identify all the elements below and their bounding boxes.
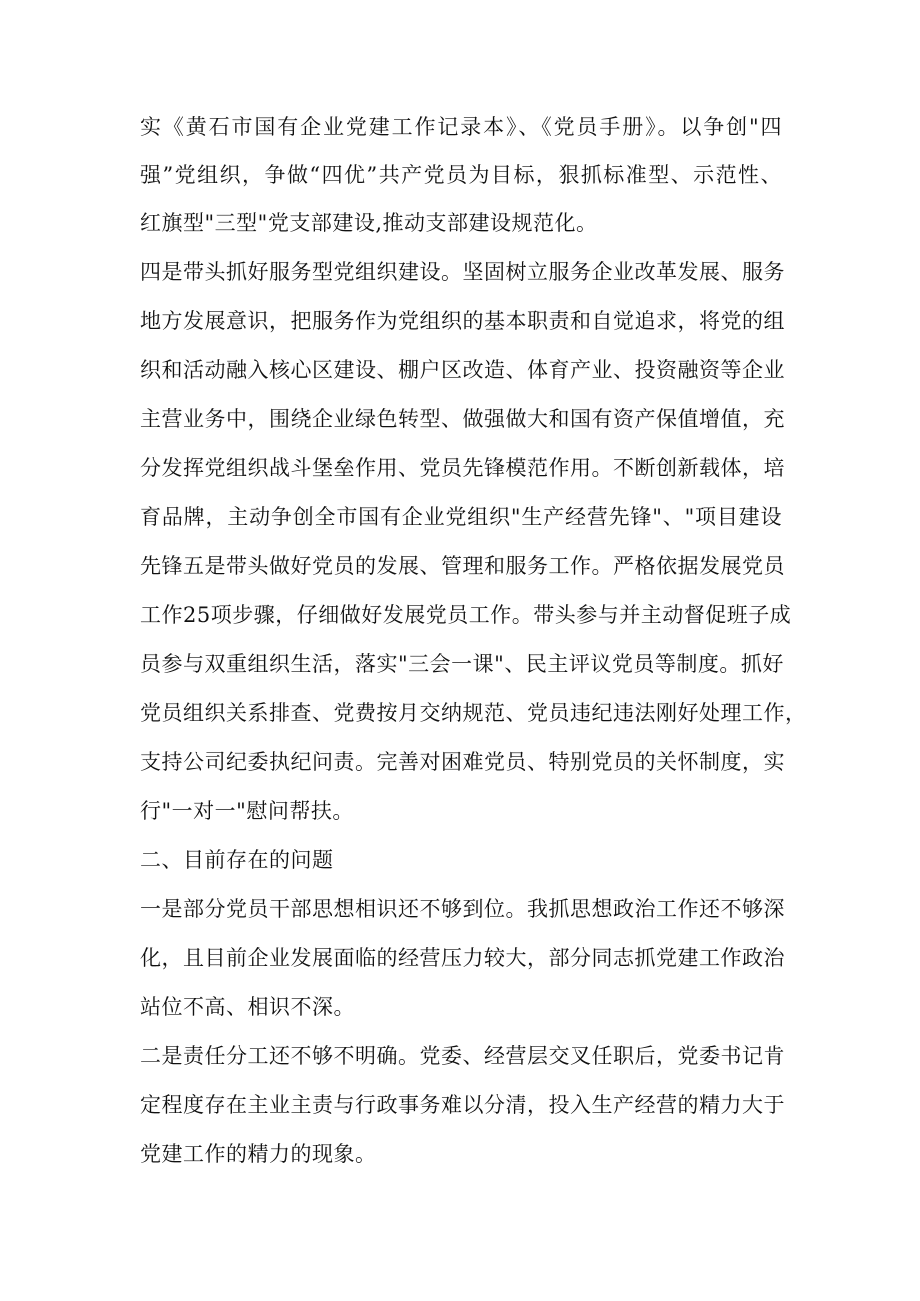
para-3-line-2: 化，且目前企业发展面临的经营压力较大，部分同志抓党建工作政治 [140,946,785,970]
para-2-line-1: 四是带头抓好服务型党组织建设。坚固树立服务企业改革发展、服务 [140,260,785,284]
para-3-line-3: 站位不高、相识不深。 [140,995,355,1019]
para-4-line-3: 党建工作的精力的现象。 [140,1142,377,1166]
para-4-line-2: 定程度存在主业主责与行政事务难以分清，投入生产经营的精力大于 [140,1093,785,1117]
para-4-line-1: 二是责任分工还不够不明确。党委、经营层交叉任职后，党委书记肯 [140,1044,785,1068]
para-2-line-4: 主营业务中，围绕企业绿色转型、做强做大和国有资产保值增值，充 [140,407,785,431]
para-1-line-3: 红旗型"三型"党支部建设,推动支部建设规范化。 [140,211,598,235]
para-3-line-1: 一是部分党员干部思想相识还不够到位。我抓思想政治工作还不够深 [140,897,785,921]
para-1-line-2: 强”党组织，争做“四优”共产党员为目标，狠抓标准型、示范性、 [140,163,782,187]
para-2-line-6: 育品牌，主动争创全市国有企业党组织"生产经营先锋"、"项目建设 [140,505,782,529]
para-2-line-7: 先锋五是带头做好党员的发展、管理和服务工作。严格依据发展党员 [140,554,785,578]
para-2-line-2: 地方发展意识，把服务作为党组织的基本职责和自觉追求，将党的组 [140,309,785,333]
para-2-line-3: 织和活动融入核心区建设、棚户区改造、体育产业、投资融资等企业 [140,358,785,382]
para-2-line-10: 党员组织关系排查、党费按月交纳规范、党员违纪违法刚好处理工作， [140,701,807,725]
para-2-line-5: 分发挥党组织战斗堡垒作用、党员先锋模范作用。不断创新载体，培 [140,456,785,480]
para-2-line-11: 支持公司纪委执纪问责。完善对困难党员、特别党员的关怀制度，实 [140,750,785,774]
section-heading: 二、目前存在的问题 [140,848,334,872]
para-2-line-12: 行"一对一"慰问帮扶。 [140,799,354,823]
para-1-line-1: 实《黄石市国有企业党建工作记录本》、《党员手册》。以争创"四 [140,115,782,139]
para-2-line-9: 员参与双重组织生活，落实"三会一课"、民主评议党员等制度。抓好 [140,652,784,676]
para-2-line-8: 工作25项步骤，仔细做好发展党员工作。带头参与并主动督促班子成 [140,603,792,627]
